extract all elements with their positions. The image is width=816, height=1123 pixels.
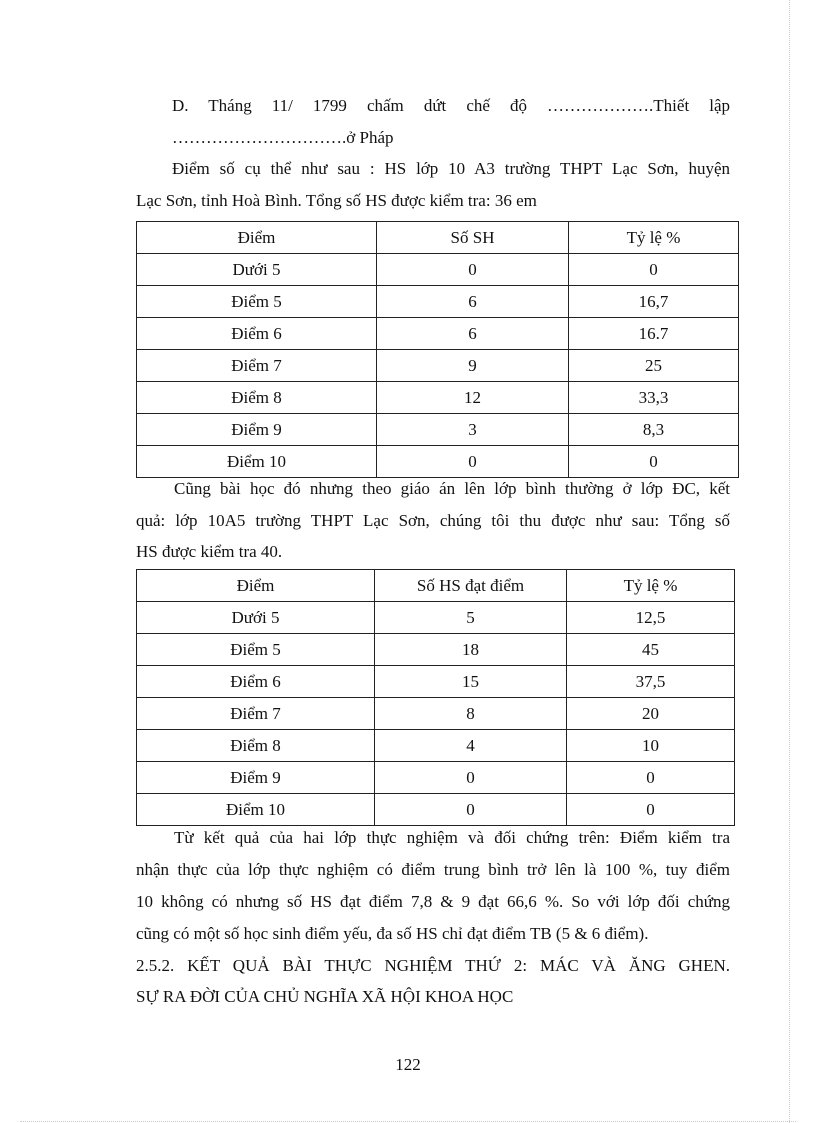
- table-cell: 18: [375, 634, 567, 666]
- table-cell: 0: [569, 446, 739, 478]
- paragraph-line: Cũng bài học đó nhưng theo giáo án lên lớp bình thường ở lớp ĐC, kết: [174, 479, 730, 498]
- table-cell: 25: [569, 350, 739, 382]
- table-cell: Điểm 6: [137, 318, 377, 350]
- table-row: [137, 698, 735, 730]
- paragraph-line: nhận thực của lớp thực nghiệm có điểm trung bình trở lên là 100 %, tuy điểm: [136, 860, 730, 879]
- table-row: [137, 414, 739, 446]
- table-row: [137, 382, 739, 414]
- paragraph-line: Lạc Sơn, tỉnh Hoà Bình. Tổng số HS được kiểm tra: 36 em: [136, 191, 537, 210]
- column-header: Tỷ lệ %: [569, 222, 739, 254]
- table-row: [137, 286, 739, 318]
- column-header: Số SH: [377, 222, 569, 254]
- table-cell: Điểm 8: [137, 730, 375, 762]
- table-cell: Dưới 5: [137, 254, 377, 286]
- table-row: [137, 446, 739, 478]
- table-row: [137, 666, 735, 698]
- column-header: Tỷ lệ %: [567, 570, 735, 602]
- table-cell: 20: [567, 698, 735, 730]
- page-bottom-guide: [20, 1121, 796, 1122]
- table-cell: Điểm 9: [137, 762, 375, 794]
- table-cell: 37,5: [567, 666, 735, 698]
- table-cell: 0: [567, 794, 735, 826]
- column-header: Điểm: [137, 570, 375, 602]
- table-cell: 16,7: [569, 286, 739, 318]
- table-header-row: [137, 222, 739, 254]
- table-cell: Điểm 5: [137, 634, 375, 666]
- quiz-option-d-continued: ………………………….ở Pháp: [172, 128, 394, 147]
- column-header: Điểm: [137, 222, 377, 254]
- table-cell: Điểm 9: [137, 414, 377, 446]
- table-cell: 8,3: [569, 414, 739, 446]
- table-cell: 4: [375, 730, 567, 762]
- table-cell: 33,3: [569, 382, 739, 414]
- table-cell: 8: [375, 698, 567, 730]
- table-cell: Điểm 7: [137, 350, 377, 382]
- page-number: 122: [395, 1055, 421, 1074]
- page-margin-guide: [789, 0, 790, 1123]
- table-cell: 0: [377, 446, 569, 478]
- table-cell: Điểm 6: [137, 666, 375, 698]
- table-row: [137, 318, 739, 350]
- table-cell: 0: [375, 762, 567, 794]
- column-header: Số HS đạt điểm: [375, 570, 567, 602]
- table-cell: 0: [567, 762, 735, 794]
- table-cell: 12,5: [567, 602, 735, 634]
- paragraph-line: cũng có một số học sinh điểm yếu, đa số HS chỉ đạt điểm TB (5 & 6 điểm).: [136, 924, 649, 943]
- table-cell: Dưới 5: [137, 602, 375, 634]
- table-cell: Điểm 5: [137, 286, 377, 318]
- table-cell: 6: [377, 286, 569, 318]
- table-row: [137, 794, 735, 826]
- table-row: [137, 634, 735, 666]
- table-cell: Điểm 10: [137, 794, 375, 826]
- table-cell: Điểm 8: [137, 382, 377, 414]
- table-cell: 12: [377, 382, 569, 414]
- table-cell: 0: [569, 254, 739, 286]
- table-cell: 10: [567, 730, 735, 762]
- section-heading: 2.5.2. KẾT QUẢ BÀI THỰC NGHIỆM THỨ 2: MÁC VÀ ĂNG GHEN.: [136, 956, 730, 975]
- paragraph-line: 10 không có nhưng số HS đạt điểm 7,8 & 9 đạt 66,6 %. So với lớp đối chứng: [136, 892, 730, 911]
- table-cell: 6: [377, 318, 569, 350]
- quiz-option-d: D. Tháng 11/ 1799 chấm dứt chế độ ……………….Thiết lập: [172, 96, 730, 115]
- table-cell: Điểm 7: [137, 698, 375, 730]
- section-heading-continued: SỰ RA ĐỜI CỦA CHỦ NGHĨA XÃ HỘI KHOA HỌC: [136, 987, 514, 1006]
- control-class-table: [136, 569, 735, 826]
- paragraph-line: Điểm số cụ thể như sau : HS lớp 10 A3 trường THPT Lạc Sơn, huyện: [172, 159, 730, 178]
- table-cell: 0: [377, 254, 569, 286]
- table-row: [137, 254, 739, 286]
- table-cell: 15: [375, 666, 567, 698]
- table-row: [137, 762, 735, 794]
- table-cell: Điểm 10: [137, 446, 377, 478]
- table-cell: 0: [375, 794, 567, 826]
- table-row: [137, 730, 735, 762]
- paragraph-line: quả: lớp 10A5 trường THPT Lạc Sơn, chúng tôi thu được như sau: Tổng số: [136, 511, 730, 530]
- paragraph-line: HS được kiểm tra 40.: [136, 542, 283, 561]
- paragraph-line: Từ kết quả của hai lớp thực nghiệm và đối chứng trên: Điểm kiểm tra: [174, 828, 730, 847]
- table-cell: 45: [567, 634, 735, 666]
- experimental-class-table: [136, 221, 739, 478]
- table-cell: 5: [375, 602, 567, 634]
- table-header-row: [137, 570, 735, 602]
- table-row: [137, 602, 735, 634]
- table-cell: 16.7: [569, 318, 739, 350]
- table-cell: 9: [377, 350, 569, 382]
- table-row: [137, 350, 739, 382]
- table-cell: 3: [377, 414, 569, 446]
